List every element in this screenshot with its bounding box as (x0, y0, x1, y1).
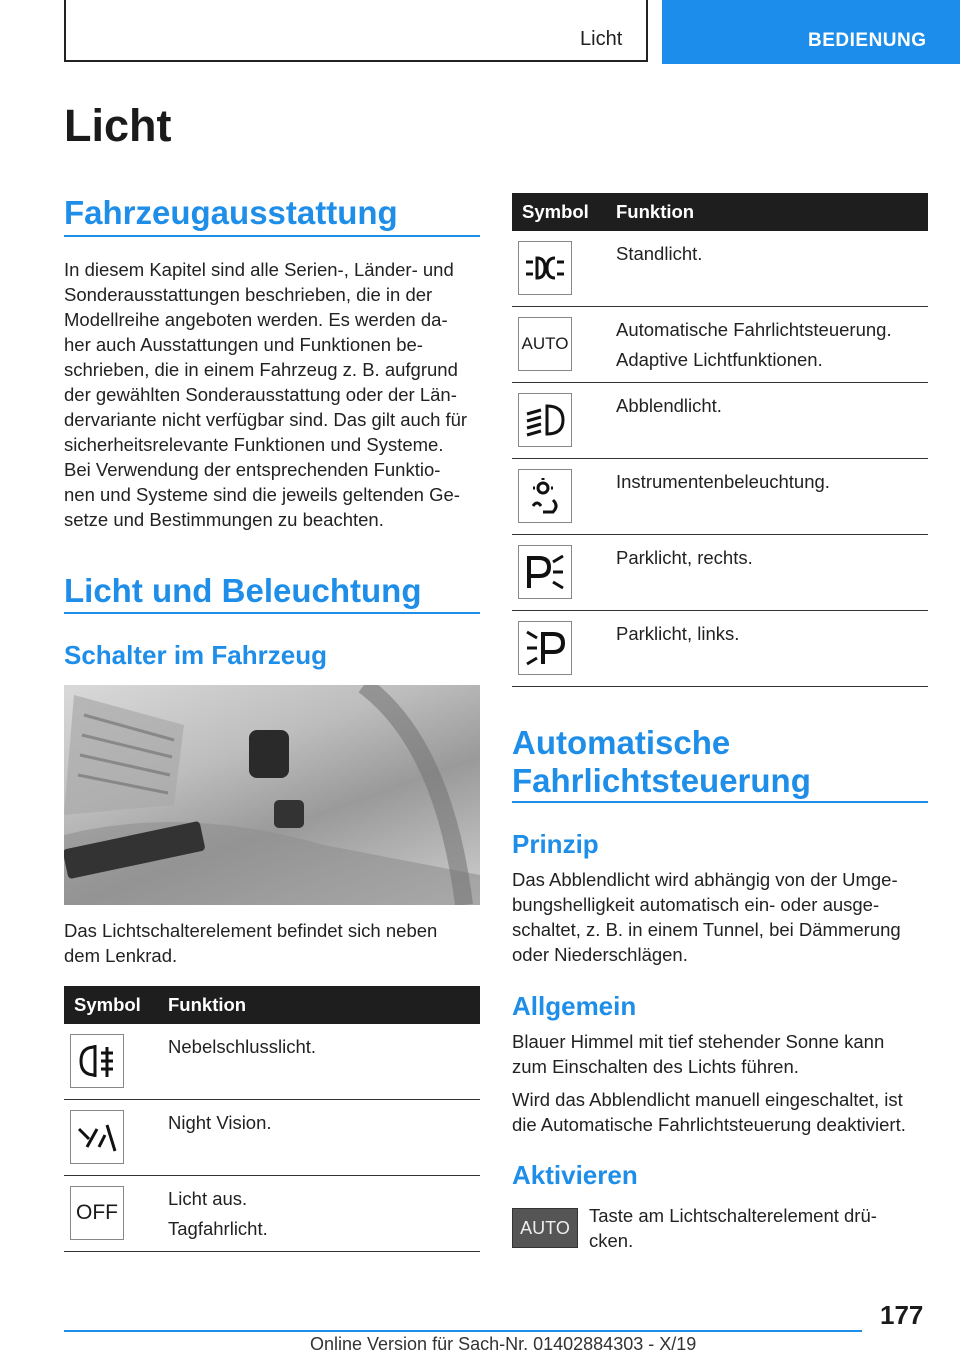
heading-line: Automatische (512, 724, 731, 761)
prinzip-paragraph (512, 867, 901, 967)
text-line: Das Lichtschalterelement befindet sich neben (64, 920, 438, 941)
light-switch-photo (64, 685, 480, 905)
column-header-symbol: Symbol (64, 986, 158, 1024)
table-row (64, 1024, 480, 1100)
auto-icon-label: AUTO (521, 334, 569, 353)
heading-fahrzeugausstattung: Fahrzeugausstattung (64, 194, 398, 231)
function-text: Abblendlicht. (616, 395, 722, 416)
text-line: dem Lenkrad. (64, 945, 178, 966)
function-text: Licht aus. (168, 1188, 248, 1209)
text-line: Modellreihe angeboten werden. Es werden da- (64, 309, 448, 330)
off-icon (70, 1186, 124, 1240)
night-vision-icon (70, 1110, 124, 1164)
off-icon-label: OFF (76, 1201, 118, 1224)
text-line: Sonderausstattungen beschrieben, die in der (64, 284, 433, 305)
allgemein-paragraph-2 (512, 1087, 906, 1137)
function-text: Tagfahrlicht. (168, 1218, 268, 1239)
text-line: zum Einschalten des Lichts führen. (512, 1056, 799, 1077)
table-row (64, 1176, 480, 1252)
page-title: Licht (64, 100, 172, 151)
footer-rule (64, 1330, 862, 1332)
heading-prinzip: Prinzip (512, 829, 599, 859)
header-frame (64, 0, 648, 62)
function-text: Automatische Fahrlichtsteuerung. (616, 319, 892, 340)
auto-icon (518, 317, 572, 371)
text-line: Wird das Abblendlicht manuell eingeschaltet, ist (512, 1089, 903, 1110)
photo-caption (64, 918, 437, 968)
table-row (512, 611, 928, 687)
heading-rule (64, 612, 480, 614)
function-text: Parklicht, rechts. (616, 547, 753, 568)
table-row (512, 459, 928, 535)
heading-allgemein: Allgemein (512, 991, 637, 1021)
function-text: Night Vision. (168, 1112, 272, 1133)
heading-rule (64, 235, 480, 237)
text-line: her auch Ausstattungen und Funktionen be- (64, 334, 423, 355)
column-header-funktion: Funktion (606, 193, 928, 231)
auto-button-icon: AUTO (512, 1208, 578, 1248)
text-line: Blauer Himmel mit tief stehender Sonne kann (512, 1031, 885, 1052)
heading-licht-beleuchtung: Licht und Beleuchtung (64, 572, 422, 609)
table-row (512, 307, 928, 383)
parking-light-left-icon (518, 621, 572, 675)
function-text: Standlicht. (616, 243, 703, 264)
text-line: Taste am Lichtschalterelement drü- (589, 1205, 877, 1226)
table-row (512, 383, 928, 459)
text-line: der gewählten Sonderausstattung oder der Län- (64, 384, 457, 405)
text-line: schrieben, die in einem Fahrzeug z. B. aufgrund (64, 359, 458, 380)
function-text: Parklicht, links. (616, 623, 740, 644)
aktivieren-text (589, 1203, 877, 1253)
text-line: oder Niederschlägen. (512, 944, 688, 965)
header-chapter-label: BEDIENUNG (808, 30, 927, 51)
heading-rule (512, 801, 928, 803)
table-row (64, 1100, 480, 1176)
page-number: 177 (880, 1300, 924, 1330)
text-line: die Automatische Fahrlichtsteuerung deaktiviert. (512, 1114, 906, 1135)
allgemein-paragraph-1 (512, 1029, 884, 1079)
text-line: setze und Bestimmungen zu beachten. (64, 509, 384, 530)
text-line: bungshelligkeit automatisch ein- oder ausge- (512, 894, 880, 915)
footer-text: Online Version für Sach-Nr. 01402884303 - X/19 (310, 1334, 697, 1354)
table-row (512, 231, 928, 307)
function-text: Adaptive Lichtfunktionen. (616, 349, 823, 370)
text-line: schaltet, z. B. in einem Tunnel, bei Dämmerung (512, 919, 901, 940)
header-section-title: Licht (580, 28, 623, 50)
table-row (512, 535, 928, 611)
function-text: Nebelschlusslicht. (168, 1036, 317, 1057)
heading-schalter: Schalter im Fahrzeug (64, 640, 327, 670)
instrument-lighting-icon (518, 469, 572, 523)
low-beam-icon (518, 393, 572, 447)
text-line: Bei Verwendung der entsprechenden Funktio- (64, 459, 441, 480)
text-line: sicherheitsrelevante Funktionen und Systeme. (64, 434, 444, 455)
text-line: In diesem Kapitel sind alle Serien-, Länder- und (64, 259, 454, 280)
symbol-table-right (512, 193, 928, 687)
text-line: Das Abblendlicht wird abhängig von der Umge- (512, 869, 898, 890)
heading-automatische (512, 724, 811, 800)
text-line: nen und Systeme sind die jeweils geltenden Ge- (64, 484, 460, 505)
text-line: dervariante nicht verfügbar sind. Das gilt auch für (64, 409, 468, 430)
parking-lights-icon (518, 241, 572, 295)
heading-aktivieren: Aktivieren (512, 1160, 638, 1190)
intro-paragraph (64, 257, 467, 532)
function-text: Instrumentenbeleuchtung. (616, 471, 830, 492)
parking-light-right-icon (518, 545, 572, 599)
heading-line: Fahrlichtsteuerung (512, 762, 811, 799)
rear-fog-light-icon (70, 1034, 124, 1088)
symbol-table-left (64, 986, 480, 1252)
column-header-funktion: Funktion (158, 986, 480, 1024)
text-line: cken. (589, 1230, 634, 1251)
column-header-symbol: Symbol (512, 193, 606, 231)
